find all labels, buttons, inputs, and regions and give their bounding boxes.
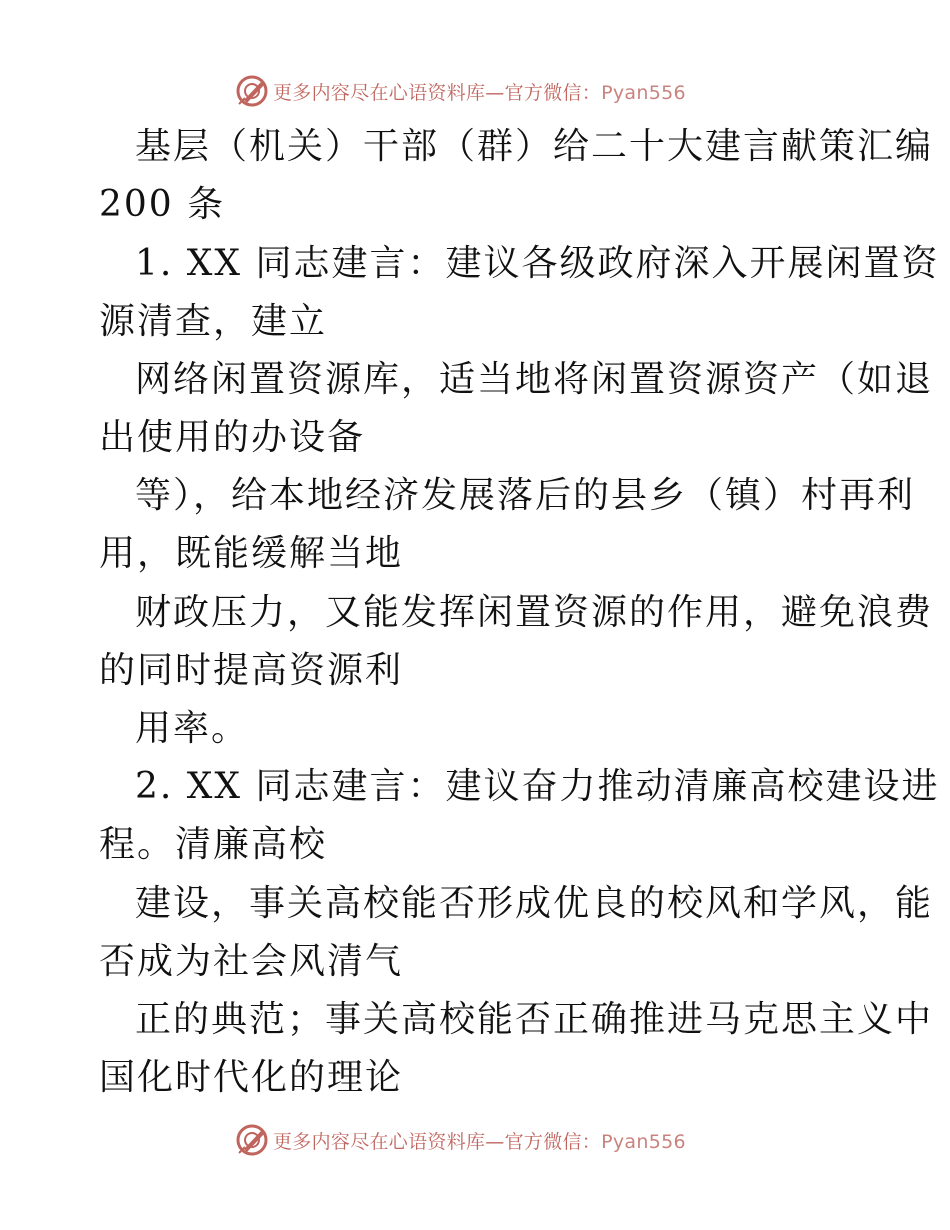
paragraph-line: 程。清廉高校 xyxy=(99,824,328,865)
paragraph-line: 国化时代化的理论 xyxy=(99,1057,404,1098)
paragraph-line: 否成为社会风清气 xyxy=(99,941,404,982)
paragraph-line: 的同时提高资源利 xyxy=(99,650,404,691)
paragraph-line: 网络闲置资源库，适当地将闲置资源资产（如退 xyxy=(135,359,934,400)
logo-icon xyxy=(235,74,269,108)
watermark-account: Pyan556 xyxy=(601,81,686,104)
paragraph-line: 出使用的办设备 xyxy=(99,417,366,458)
watermark-label: 更多内容尽在心语资料库—官方微信： xyxy=(273,81,602,104)
paragraph-line: 源清查，建立 xyxy=(99,301,328,342)
header-watermark xyxy=(235,71,755,111)
paragraph-line: 用，既能缓解当地 xyxy=(99,533,404,574)
footer-watermark xyxy=(235,1120,755,1160)
paragraph-line: 建设，事关高校能否形成优良的校风和学风，能 xyxy=(135,883,934,924)
paragraph-line: 等），给本地经济发展落后的县乡（镇）村再利 xyxy=(135,475,916,516)
paragraph-line: 2. XX 同志建言：建议奋力推动清廉高校建设进 xyxy=(135,766,940,807)
logo-icon xyxy=(235,1123,269,1157)
document-title: 基层（机关）干部（群）给二十大建言献策汇编 xyxy=(135,126,934,167)
document-title-continued: 200 条 xyxy=(99,184,226,225)
watermark-label: 更多内容尽在心语资料库—官方微信： xyxy=(273,1130,602,1153)
paragraph-line: 用率。 xyxy=(135,708,250,749)
paragraph-line: 财政压力，又能发挥闲置资源的作用，避免浪费 xyxy=(135,592,934,633)
watermark-account: Pyan556 xyxy=(601,1130,686,1153)
paragraph-line: 正的典范；事关高校能否正确推进马克思主义中 xyxy=(135,999,934,1040)
watermark-text xyxy=(273,1127,686,1154)
paragraph-line: 1. XX 同志建言：建议各级政府深入开展闲置资 xyxy=(135,243,940,284)
watermark-text xyxy=(273,78,686,105)
